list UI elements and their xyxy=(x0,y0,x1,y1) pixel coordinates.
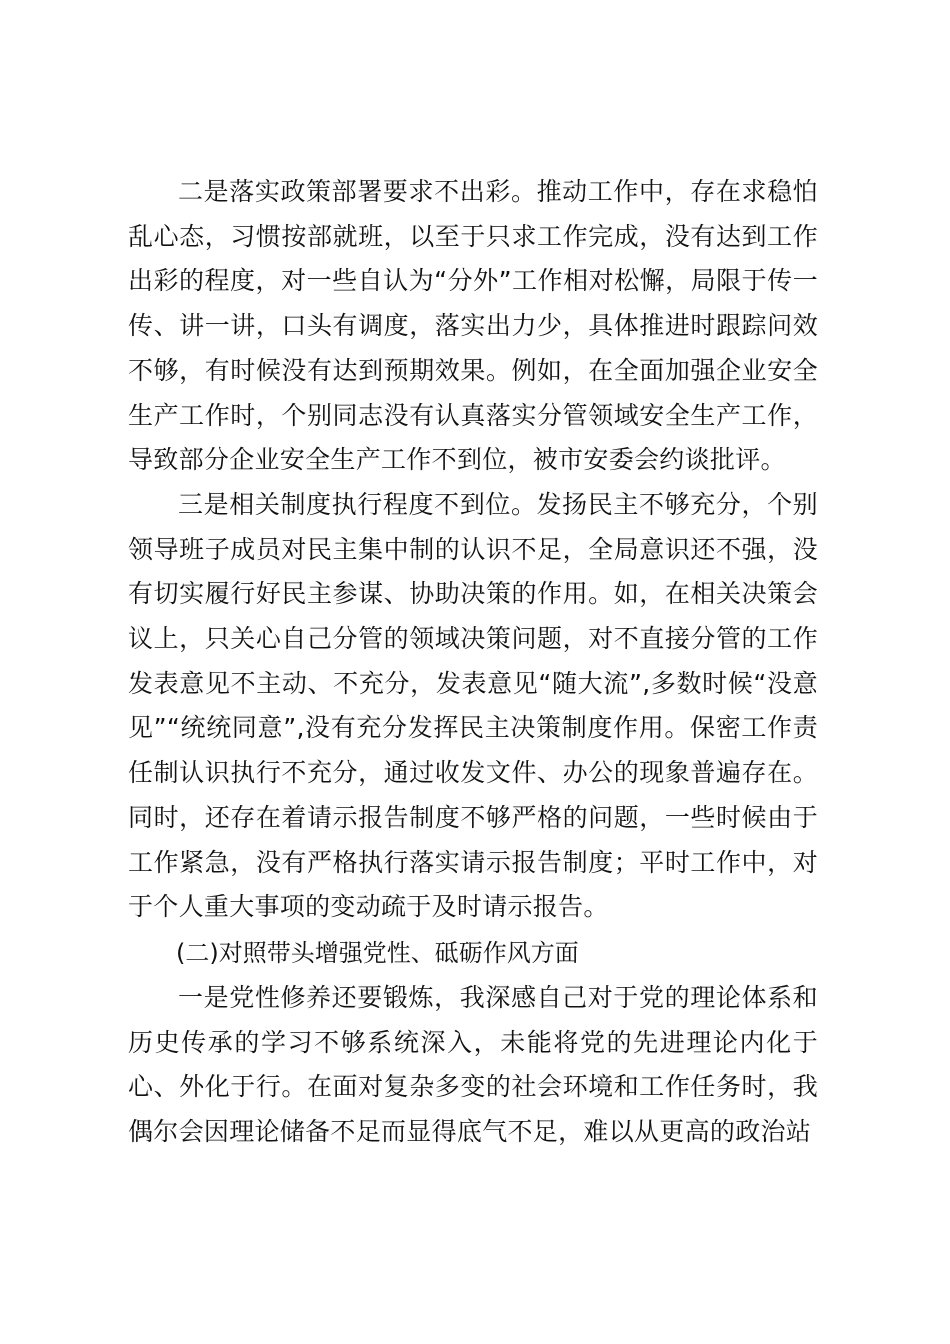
paragraph-party-spirit: 一是党性修养还要锻炼，我深感自己对于党的理论体系和历史传承的学习不够系统深入，未能将党的先进理论内化于心、外化于行。在面对复杂多变的社会环境和工作任务时，我偶尔会因理论储备不足而显得底气不足，难以从更高的政治站 xyxy=(128,982,818,1147)
section-heading: (二)对照带头增强党性、砥砺作风方面 xyxy=(176,938,579,967)
paragraph-policy-implementation: 二是落实政策部署要求不出彩。推动工作中，存在求稳怕乱心态，习惯按部就班，以至于只求工作完成，没有达到工作出彩的程度，对一些自认为“分外”工作相对松懈，局限于传一传、讲一讲，口头有调度，落实出力少，具体推进时跟踪问效不够，有时候没有达到预期效果。例如，在全面加强企业安全生产工作时，个别同志没有认真落实分管领域安全生产工作，导致部分企业安全生产工作不到位，被市安委会约谈批评。 xyxy=(128,177,818,475)
document-body xyxy=(128,170,818,1155)
paragraph-system-execution: 三是相关制度执行程度不到位。发扬民主不够充分，个别领导班子成员对民主集中制的认识不足，全局意识还不强，没有切实履行好民主参谋、协助决策的作用。如，在相关决策会议上，只关心自己分管的领域决策问题，对不直接分管的工作发表意见不主动、不充分，发表意见“随大流”,多数时候“没意见”“统统同意”,没有充分发挥民主决策制度作用。保密工作责任制认识执行不充分，通过收发文件、办公的现象普遍存在。同时，还存在着请示报告制度不够严格的问题，一些时候由于工作紧急，没有严格执行落实请示报告制度；平时工作中，对于个人重大事项的变动疏于及时请示报告。 xyxy=(128,489,818,922)
